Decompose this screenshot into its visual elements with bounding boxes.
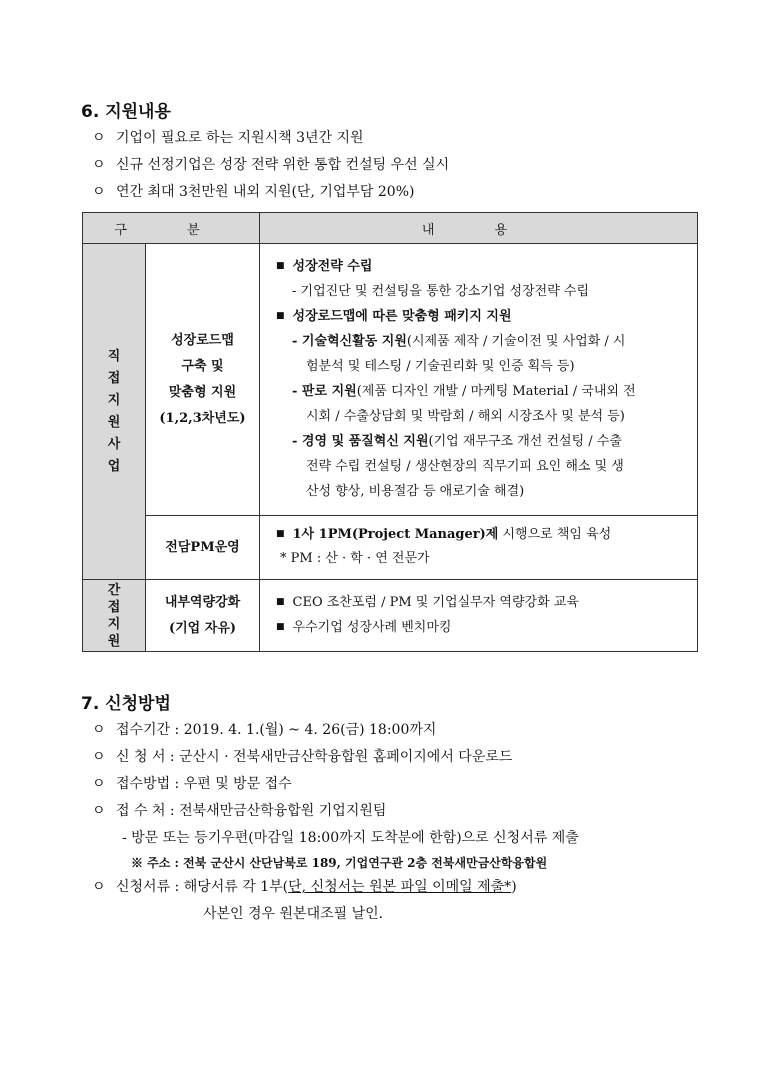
dedicated-pm-label: 전담PM운영 <box>146 516 260 580</box>
bullet-icon: ㅇ <box>92 184 106 200</box>
list-item: ㅇ 연간 최대 3천만원 내외 지원(단, 기업부담 20%) <box>92 181 414 201</box>
square-bullet-icon: ■ <box>276 310 285 321</box>
docs-line-2: 사본인 경우 원본대조필 날인. <box>203 906 384 922</box>
address-note: ※ 주소 : 전북 군산시 산단남북로 189, 기업연구관 2층 전북새만금산학융합원 <box>131 856 548 870</box>
bullet-icon: ㅇ <box>92 722 106 738</box>
list-item: ㅇ 접수기간 : 2019. 4. 1.(월) ~ 4. 26(금) 18:00까지 <box>92 719 436 739</box>
support-table <box>82 212 698 652</box>
list-item: ㅇ 접 수 처 : 전북새만금산학융합원 기업지원팀 <box>92 800 386 820</box>
growth-roadmap-content: ■ 성장전략 수립 - 기업진단 및 컨설팅을 통한 강소기업 성장전략 수립 ■ 성장로드맵에 따른 맞춤형 패키지 지원 - 기술혁신활동 지원(시제품 제작 / 기술이전 및 사업화 / 시 험분석 및 테스팅 / 기술권리화 및 인증 획득 등) - 판로 지원(제품 디자인 개발 / 마케팅 Material / 국내외 전 시회 / 수출상담회 및 박람회 / 해외 시장조사 및 분석 등) - 경영 및 품질혁신 지원(기업 재무구조 개선 컨설팅 / 수출 전략 수립 컨설팅 / 생산현장의 직무기피 요인 해소 및 생 산성 향상, 비용절감 등 애로기술 해결) <box>260 244 698 516</box>
list-item: ㅇ 신청서류 : 해당서류 각 1부(단, 신청서는 원본 파일 이메일 제출*) <box>92 876 517 896</box>
list-item: ㅇ 기업이 필요로 하는 지원시책 3년간 지원 <box>92 127 364 147</box>
list-item: ㅇ 신 청 서 : 군산시 · 전북새만금산학융합원 홈페이지에서 다운로드 <box>92 746 512 766</box>
header-category: 구 분 <box>83 213 260 244</box>
bullet-icon: ㅇ <box>92 803 106 819</box>
square-bullet-icon: ■ <box>276 621 285 632</box>
indirect-support-label: 간 접 지 원 <box>83 580 146 652</box>
square-bullet-icon: ■ <box>276 529 285 539</box>
section-6-title: 6. 지원내용 <box>81 102 171 122</box>
header-content: 내 용 <box>260 213 698 244</box>
dedicated-pm-content: ■ 1사 1PM(Project Manager)제 시행으로 책임 육성 * PM : 산 · 학 · 연 전문가 <box>260 516 698 580</box>
square-bullet-icon: ■ <box>276 260 285 271</box>
internal-capacity-label: 내부역량강화 (기업 자유) <box>146 580 260 652</box>
bullet-icon: ㅇ <box>92 130 106 146</box>
direct-support-label: 직 접 지 원 사 업 <box>83 244 146 580</box>
square-bullet-icon: ■ <box>276 596 285 607</box>
bullet-icon: ㅇ <box>92 776 106 792</box>
growth-roadmap-label: 성장로드맵 구축 및 맞춤형 지원 (1,2,3차년도) <box>146 244 260 516</box>
bullet-icon: ㅇ <box>92 157 106 173</box>
bullet-icon: ㅇ <box>92 749 106 765</box>
section-7-title: 7. 신청방법 <box>81 694 171 714</box>
internal-capacity-content: ■ CEO 조찬포럼 / PM 및 기업실무자 역량강화 교육 ■ 우수기업 성장사례 벤치마킹 <box>260 580 698 652</box>
list-item: ㅇ 신규 선정기업은 성장 전략 위한 통합 컨설팅 우선 실시 <box>92 154 449 174</box>
list-item: ㅇ 접수방법 : 우편 및 방문 접수 <box>92 773 292 793</box>
bullet-icon: ㅇ <box>92 879 106 895</box>
sub-item: - 방문 또는 등기우편(마감일 18:00까지 도착분에 한함)으로 신청서류 제출 <box>122 830 579 846</box>
